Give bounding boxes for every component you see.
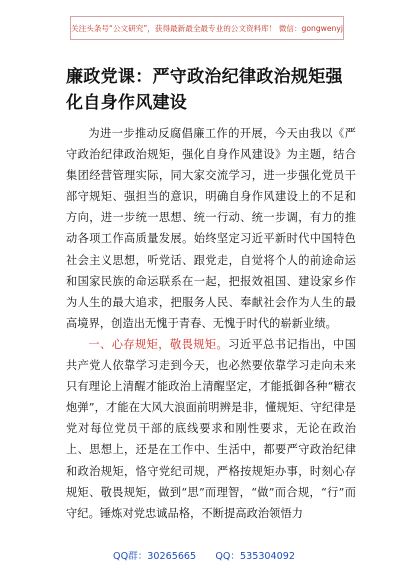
section-1-text: 习近平总书记指出，中国共产党人依靠学习走到今天，也必然要依靠学习走向未来只有理论上清醒才能政治上清醒坚定，才能抵御各种“糖衣炮弹”，才能在大风大浪面前明辨是非，懂规矩、守纪律是党对每位党员干部的底线要求和刚性要求，无论在政治上、思想上，还是在工作中、生活中，都要严守政治纪律和政治规矩，恪守党纪司规，严格按规矩办事，时刻心存规矩、敬畏规矩，做到“思”而理智，“做”而合规，“行”而守纪。锤炼对党忠诚品格，不断提高政治领悟力 [66, 337, 356, 520]
footer-contact: QQ群：30265665 QQ：535304092 [113, 551, 295, 562]
document-title: 廉政党课：严守政治纪律政治规矩强化自身作风建设 [66, 67, 343, 113]
section-1-heading: 一、心存规矩，敬畏规矩。 [88, 337, 229, 351]
document-body [66, 123, 356, 524]
promo-banner [70, 16, 344, 40]
promo-banner-text: 关注头条号“公文研究”，获得最新最全最专业的公文资料库！ 微信：gongwenyj [71, 23, 343, 33]
intro-paragraph: 为进一步推动反腐倡廉工作的开展，今天由我以《严守政治纪律政治规矩，强化自身作风建设》为主题，结合集团经营管理实际，同大家交流学习，进一步强化党员干部守规矩、强担当的意识，明确自身作风建设上的不足和方向，进一步统一思想、统一行动、统一步调，有力的推动各项工作高质量发展。始终坚定习近平新时代中国特色社会主义思想，听党话、跟党走，自觉将个人的前途命运和国家民族的命运联系在一起，把报效祖国、建设家乡作为人生的最大追求，把服务人民、奉献社会作为人生的最高境界，创造出无愧于青春、无愧于时代的崭新业绩。 [66, 127, 356, 330]
section-1-paragraph [66, 334, 356, 524]
